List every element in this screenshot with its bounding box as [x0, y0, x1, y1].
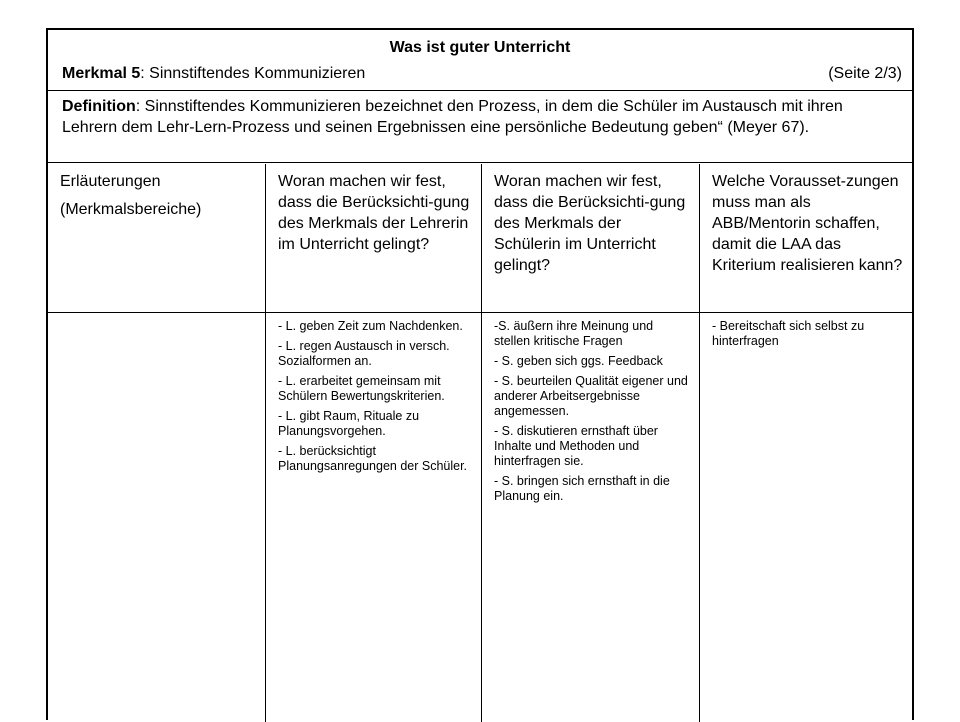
list-item: -S. äußern ihre Meinung und stellen kritische Fragen	[494, 319, 654, 348]
header-line-2: (Merkmalsbereiche)	[60, 201, 202, 218]
criteria-table	[46, 28, 914, 720]
column-header-lehrerin: Woran machen wir fest, dass die Berücksichti-gung des Merkmals der Lehrerin im Unterricht gelingt?	[266, 164, 481, 313]
list-item: - L. erarbeitet gemeinsam mit Schülern Bewertungskriterien.	[278, 374, 445, 403]
column-body-voraussetzungen	[700, 313, 912, 354]
column-header-erlaeuterungen	[48, 164, 265, 313]
page-indicator: (Seite 2/3)	[828, 65, 902, 82]
column-lehrerin	[266, 164, 482, 722]
merkmal-label: Merkmal 5	[62, 65, 141, 82]
column-body-erlaeuterungen	[48, 313, 265, 319]
list-item: - S. diskutieren ernsthaft über Inhalte und Methoden und hinterfragen sie.	[494, 424, 658, 468]
column-header-voraussetzungen: Welche Vorausset-zungen muss man als ABB/Mentorin schaffen, damit die LAA das Kriterium realisieren kann?	[700, 164, 912, 313]
list-item: - S. beurteilen Qualität eigener und anderer Arbeitsergebnisse angemessen.	[494, 374, 688, 418]
list-item: - L. berücksichtigt Planungsanregungen der Schüler.	[278, 444, 468, 473]
merkmal-text: : Sinnstiftendes Kommunizieren	[140, 65, 366, 82]
list-item: - S. bringen sich ernsthaft in die Planung ein.	[494, 474, 670, 503]
definition-label: Definition	[62, 98, 136, 115]
list-item: - L. geben Zeit zum Nachdenken.	[278, 319, 463, 333]
column-voraussetzungen	[700, 164, 912, 722]
merkmal-line	[62, 65, 365, 83]
column-header-schuelerin: Woran machen wir fest, dass die Berücksichti-gung des Merkmals der Schülerin im Unterricht gelingt?	[482, 164, 699, 313]
list-item: - L. regen Austausch in versch. Sozialformen an.	[278, 339, 450, 368]
column-erlaeuterungen	[48, 164, 266, 722]
page-title: Was ist guter Unterricht	[389, 39, 571, 56]
list-item: - L. gibt Raum, Rituale zu Planungsvorgehen.	[278, 409, 420, 438]
definition-text: : Sinnstiftendes Kommunizieren bezeichnet den Prozess, in dem die Schüler im Austausch mit ihren Lehrern dem Lehr-Lern-Prozess und seinen Ergebnissen eine persönliche Bedeutung geben“ (Meyer 67).	[62, 98, 843, 136]
column-body-schuelerin	[482, 313, 699, 509]
table-header	[48, 30, 912, 91]
criteria-columns	[48, 164, 912, 722]
header-line-1: Erläuterungen	[60, 173, 161, 190]
column-schuelerin	[482, 164, 700, 722]
definition-row	[48, 91, 912, 163]
list-item: - Bereitschaft sich selbst zu hinterfragen	[712, 319, 865, 348]
column-body-lehrerin	[266, 313, 481, 479]
list-item: - S. geben sich ggs. Feedback	[494, 354, 663, 368]
